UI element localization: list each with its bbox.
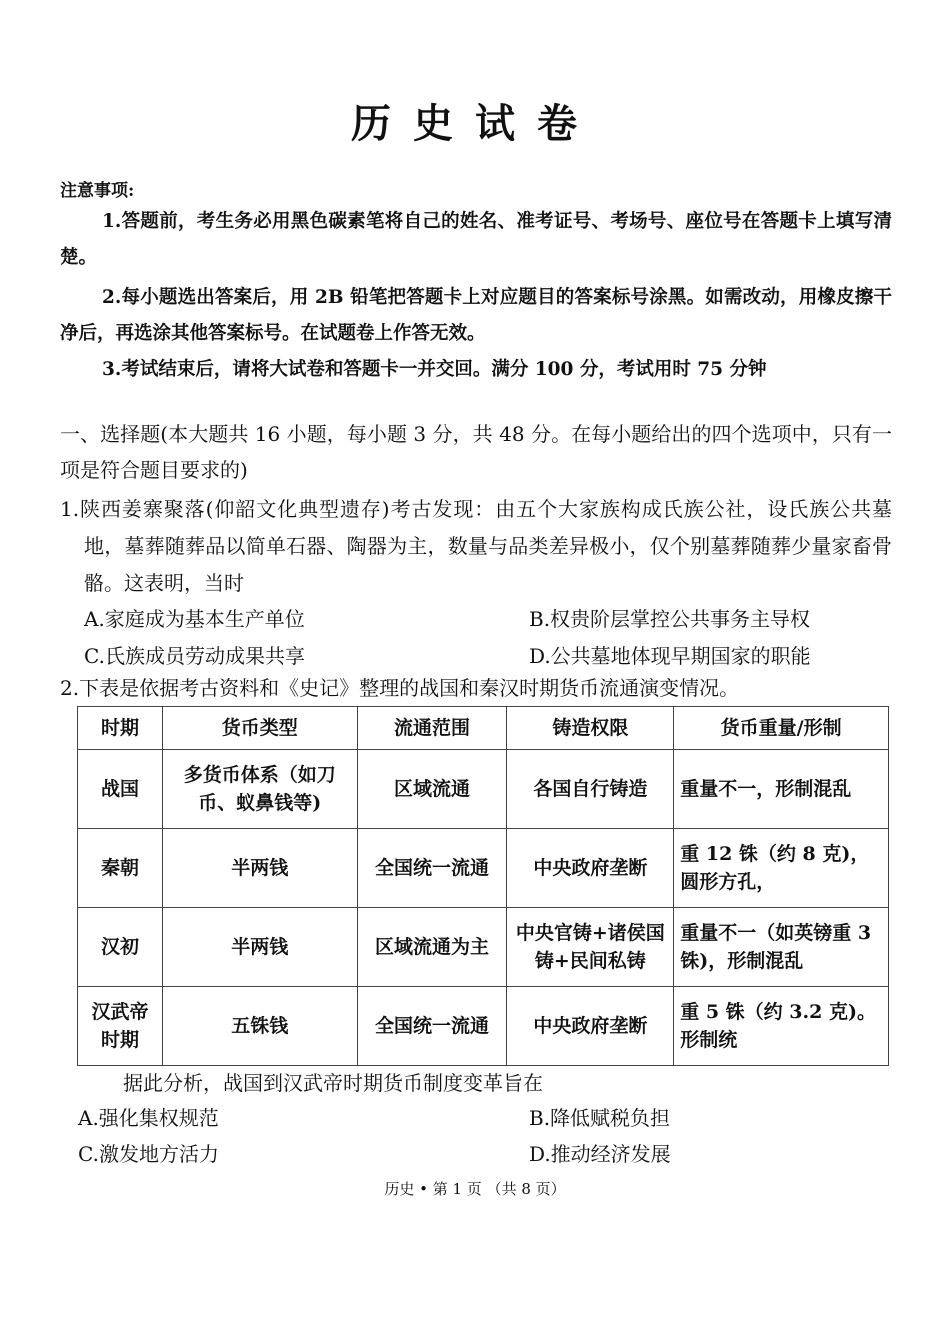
table-cell: 全国统一流通 — [357, 987, 507, 1066]
table-row — [78, 908, 889, 987]
question-1-stem: 1.陕西姜寨聚落(仰韶文化典型遗存)考古发现：由五个大家族构成氏族公社，设氏族公共墓地，墓葬随葬品以简单石器、陶器为主，数量与品类差异极小，仅个别墓葬随葬少量家畜骨骼。这表明，当时 — [60, 497, 892, 595]
table-row — [78, 987, 889, 1066]
table-cell: 重 5 铢（约 3.2 克)。形制统 — [674, 987, 889, 1066]
table-cell: 中央政府垄断 — [507, 829, 674, 908]
table-cell: 秦朝 — [78, 829, 163, 908]
table-cell: 半两钱 — [162, 829, 357, 908]
table-row — [78, 829, 889, 908]
table-row — [78, 750, 889, 829]
table-cell: 全国统一流通 — [357, 829, 507, 908]
table-cell: 战国 — [78, 750, 163, 829]
question-2-option-d: D.推动经济发展 — [529, 1142, 671, 1166]
question-1-option-c: C.氏族成员劳动成果共享 — [84, 644, 305, 668]
question-1-option-a: A.家庭成为基本生产单位 — [84, 607, 305, 631]
table-cell: 重量不一，形制混乱 — [674, 750, 889, 829]
question-1-option-b: B.权贵阶层掌控公共事务主导权 — [529, 607, 811, 631]
table-cell: 重 12 铢（约 8 克)，圆形方孔， — [674, 829, 889, 908]
page-title: 历史试卷 — [351, 100, 599, 147]
question-2-option-a: A.强化集权规范 — [78, 1106, 219, 1130]
question-2-option-b: B.降低赋税负担 — [529, 1106, 671, 1130]
table-cell: 各国自行铸造 — [507, 750, 674, 829]
table-cell: 汉武帝时期 — [78, 987, 163, 1066]
notice-item-3: 3.考试结束后，请将大试卷和答题卡一并交回。满分 100 分，考试用时 75 分钟 — [102, 359, 767, 380]
question-1-option-d: D.公共墓地体现早期国家的职能 — [529, 644, 811, 668]
notice-item-1: 1.答题前，考生务必用黑色碳素笔将自己的姓名、准考证号、考场号、座位号在答题卡上填写清楚。 — [60, 211, 892, 268]
table-cell: 五铢钱 — [162, 987, 357, 1066]
table-cell: 半两钱 — [162, 908, 357, 987]
table-cell: 多货币体系（如刀币、蚁鼻钱等) — [162, 750, 357, 829]
notice-heading: 注意事项: — [60, 181, 135, 201]
table-header-cell: 货币重量/形制 — [674, 707, 889, 750]
currency-table — [77, 706, 889, 1066]
table-header-row — [78, 707, 889, 750]
table-header-cell: 铸造权限 — [507, 707, 674, 750]
section-heading: 一、选择题(本大题共 16 小题，每小题 3 分，共 48 分。在每小题给出的四个选项中，只有一项是符合题目要求的) — [60, 422, 892, 482]
table-cell: 重量不一（如英镑重 3 铢)，形制混乱 — [674, 908, 889, 987]
table-header-cell: 时期 — [78, 707, 163, 750]
table-header-cell: 货币类型 — [162, 707, 357, 750]
notice-item-2: 2.每小题选出答案后，用 2B 铅笔把答题卡上对应题目的答案标号涂黑。如需改动，用橡皮擦干净后，再选涂其他答案标号。在试题卷上作答无效。 — [60, 287, 892, 344]
question-2-stem: 2.下表是依据考古资料和《史记》整理的战国和秦汉时期货币流通演变情况。 — [60, 676, 740, 700]
question-2-option-c: C.激发地方活力 — [78, 1142, 219, 1166]
table-cell: 中央政府垄断 — [507, 987, 674, 1066]
table-header-cell: 流通范围 — [357, 707, 507, 750]
page-footer: 历史 • 第 1 页 （共 8 页） — [384, 1180, 566, 1198]
table-cell: 区域流通 — [357, 750, 507, 829]
table-cell: 汉初 — [78, 908, 163, 987]
table-cell: 区域流通为主 — [357, 908, 507, 987]
question-2-analysis: 据此分析，战国到汉武帝时期货币制度变革旨在 — [123, 1071, 543, 1095]
table-cell: 中央官铸+诸侯国铸+民间私铸 — [507, 908, 674, 987]
